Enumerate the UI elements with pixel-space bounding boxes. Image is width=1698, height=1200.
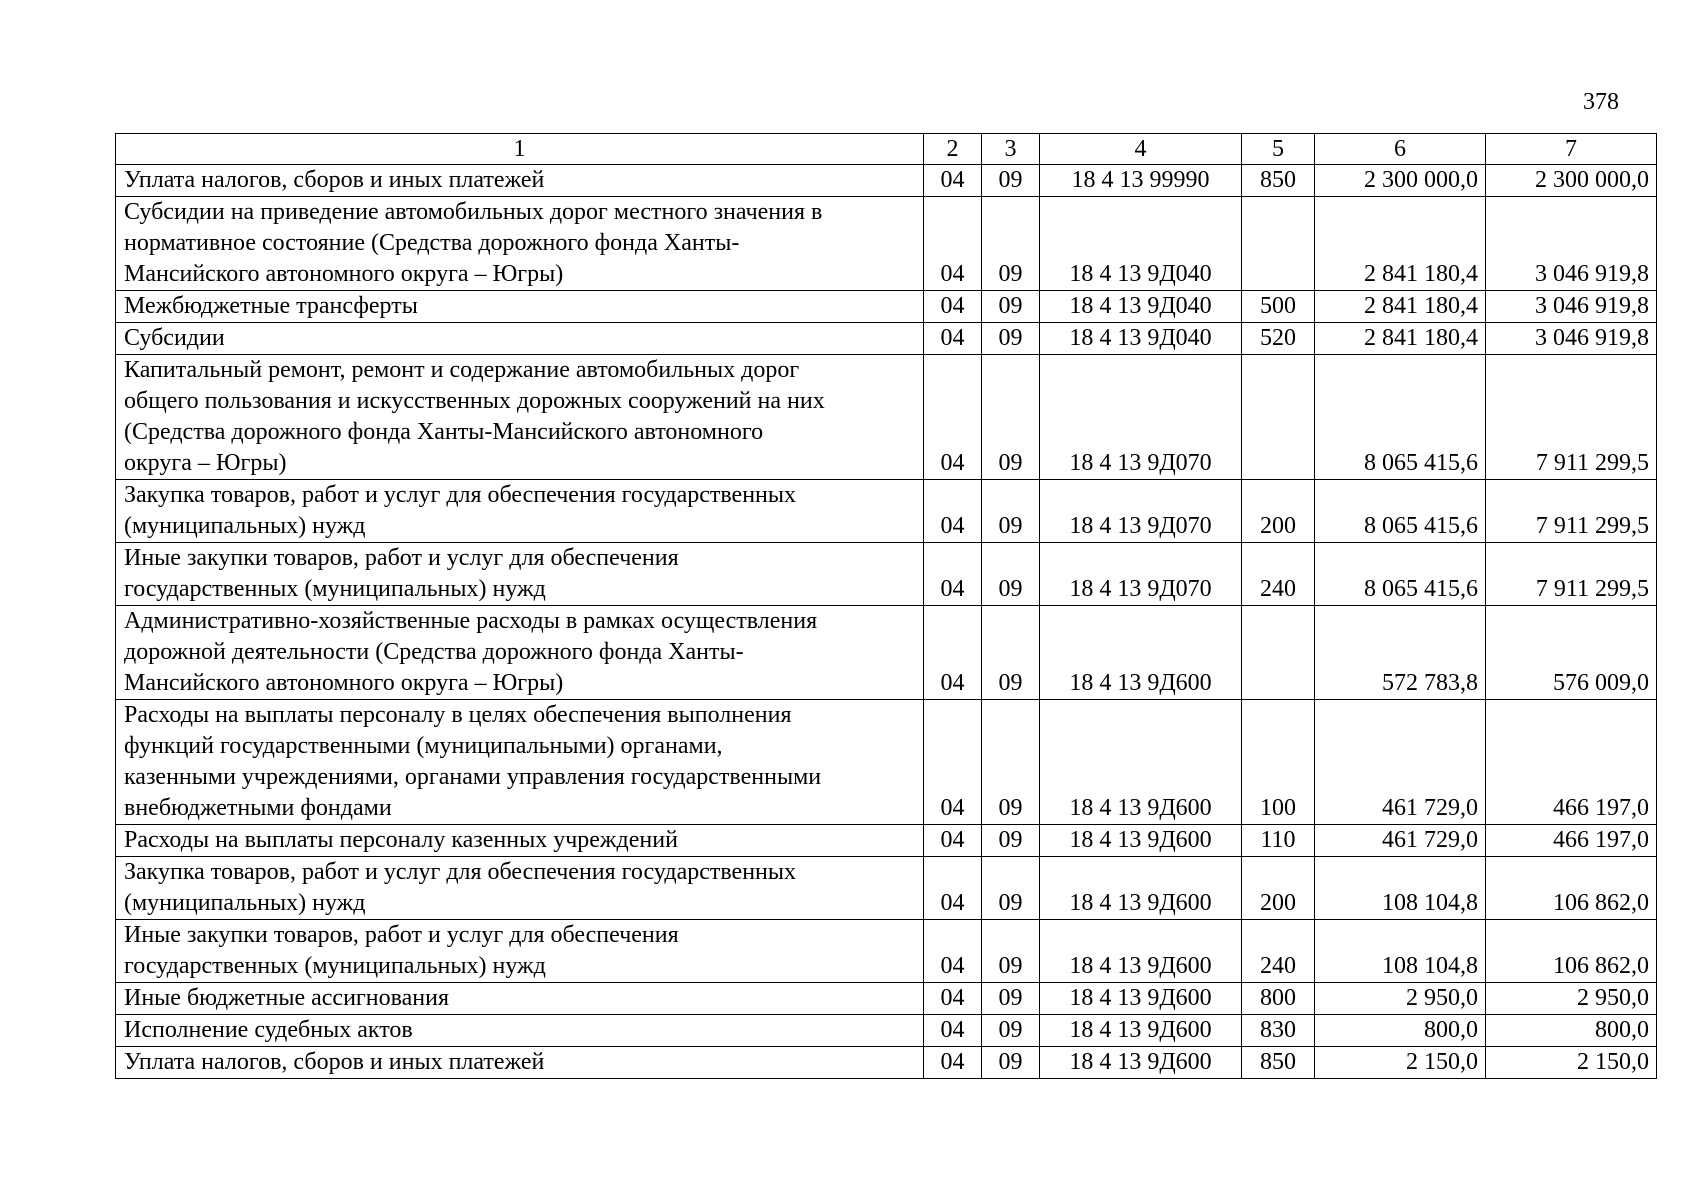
cell-section: 04: [924, 1015, 982, 1047]
cell-amount-year-1: 8 065 415,6: [1315, 355, 1486, 480]
cell-description: Капитальный ремонт, ремонт и содержание автомобильных дорог общего пользования и искусственных дорожных сооружений на них (Средства дорожного фонда Ханты-Мансийского автономного округа – Югры): [116, 355, 924, 480]
cell-section: 04: [924, 1047, 982, 1079]
cell-expense-type: 850: [1242, 165, 1315, 197]
cell-amount-year-1: 8 065 415,6: [1315, 543, 1486, 606]
table-row: [116, 857, 1657, 920]
table-row: [116, 355, 1657, 480]
cell-subsection: 09: [982, 1047, 1040, 1079]
cell-section: 04: [924, 606, 982, 700]
cell-description: Иные закупки товаров, работ и услуг для обеспечения государственных (муниципальных) нужд: [116, 543, 924, 606]
cell-subsection: 09: [982, 480, 1040, 543]
cell-subsection: 09: [982, 857, 1040, 920]
cell-amount-year-1: 2 841 180,4: [1315, 291, 1486, 323]
cell-target-article: 18 4 13 9Д070: [1040, 480, 1242, 543]
header-cell-6: 6: [1315, 134, 1486, 165]
cell-expense-type: 110: [1242, 825, 1315, 857]
table-row: [116, 825, 1657, 857]
cell-description: Субсидии: [116, 323, 924, 355]
header-cell-1: 1: [116, 134, 924, 165]
cell-subsection: 09: [982, 1015, 1040, 1047]
cell-amount-year-1: 8 065 415,6: [1315, 480, 1486, 543]
cell-subsection: 09: [982, 165, 1040, 197]
cell-section: 04: [924, 291, 982, 323]
table-header-row: [116, 134, 1657, 165]
table-row: [116, 480, 1657, 543]
cell-expense-type: 850: [1242, 1047, 1315, 1079]
cell-subsection: 09: [982, 825, 1040, 857]
cell-expense-type: 800: [1242, 983, 1315, 1015]
cell-amount-year-2: 2 950,0: [1486, 983, 1657, 1015]
table-row: [116, 1047, 1657, 1079]
cell-amount-year-2: 800,0: [1486, 1015, 1657, 1047]
cell-amount-year-1: 572 783,8: [1315, 606, 1486, 700]
cell-expense-type: 240: [1242, 920, 1315, 983]
cell-expense-type: [1242, 197, 1315, 291]
table-row: [116, 165, 1657, 197]
cell-subsection: 09: [982, 197, 1040, 291]
cell-expense-type: [1242, 606, 1315, 700]
table-row: [116, 700, 1657, 825]
cell-amount-year-2: 466 197,0: [1486, 700, 1657, 825]
cell-amount-year-2: 2 300 000,0: [1486, 165, 1657, 197]
cell-section: 04: [924, 983, 982, 1015]
cell-section: 04: [924, 355, 982, 480]
table-row: [116, 197, 1657, 291]
cell-target-article: 18 4 13 9Д600: [1040, 857, 1242, 920]
cell-amount-year-1: 108 104,8: [1315, 857, 1486, 920]
cell-description: Закупка товаров, работ и услуг для обеспечения государственных (муниципальных) нужд: [116, 480, 924, 543]
cell-expense-type: 500: [1242, 291, 1315, 323]
cell-target-article: 18 4 13 9Д040: [1040, 323, 1242, 355]
cell-description: Административно-хозяйственные расходы в рамках осуществления дорожной деятельности (Средства дорожного фонда Ханты- Мансийского автономного округа – Югры): [116, 606, 924, 700]
header-cell-7: 7: [1486, 134, 1657, 165]
cell-amount-year-2: 3 046 919,8: [1486, 323, 1657, 355]
cell-expense-type: 240: [1242, 543, 1315, 606]
cell-amount-year-1: 2 841 180,4: [1315, 197, 1486, 291]
cell-section: 04: [924, 857, 982, 920]
cell-subsection: 09: [982, 920, 1040, 983]
cell-amount-year-1: 800,0: [1315, 1015, 1486, 1047]
table-row: [116, 983, 1657, 1015]
cell-target-article: 18 4 13 9Д600: [1040, 920, 1242, 983]
cell-section: 04: [924, 165, 982, 197]
cell-amount-year-1: 2 150,0: [1315, 1047, 1486, 1079]
cell-target-article: 18 4 13 9Д040: [1040, 197, 1242, 291]
cell-section: 04: [924, 323, 982, 355]
cell-target-article: 18 4 13 9Д040: [1040, 291, 1242, 323]
cell-description: Расходы на выплаты персоналу в целях обеспечения выполнения функций государственными (муниципальными) органами, казенными учреждениями, органами управления государственными внебюджетными фондами: [116, 700, 924, 825]
page-number: 378: [1583, 89, 1619, 115]
header-cell-5: 5: [1242, 134, 1315, 165]
cell-subsection: 09: [982, 291, 1040, 323]
cell-expense-type: 100: [1242, 700, 1315, 825]
table-row: [116, 291, 1657, 323]
cell-subsection: 09: [982, 606, 1040, 700]
cell-section: 04: [924, 700, 982, 825]
cell-target-article: 18 4 13 9Д600: [1040, 1047, 1242, 1079]
header-cell-3: 3: [982, 134, 1040, 165]
cell-amount-year-2: 3 046 919,8: [1486, 197, 1657, 291]
table-row: [116, 920, 1657, 983]
cell-amount-year-2: 7 911 299,5: [1486, 355, 1657, 480]
cell-expense-type: 830: [1242, 1015, 1315, 1047]
table-row: [116, 543, 1657, 606]
cell-description: Межбюджетные трансферты: [116, 291, 924, 323]
cell-section: 04: [924, 920, 982, 983]
cell-description: Расходы на выплаты персоналу казенных учреждений: [116, 825, 924, 857]
header-cell-2: 2: [924, 134, 982, 165]
cell-amount-year-1: 2 950,0: [1315, 983, 1486, 1015]
cell-amount-year-2: 576 009,0: [1486, 606, 1657, 700]
cell-amount-year-2: 106 862,0: [1486, 920, 1657, 983]
cell-amount-year-2: 7 911 299,5: [1486, 543, 1657, 606]
cell-section: 04: [924, 197, 982, 291]
cell-subsection: 09: [982, 983, 1040, 1015]
cell-target-article: 18 4 13 9Д070: [1040, 543, 1242, 606]
cell-description: Закупка товаров, работ и услуг для обеспечения государственных (муниципальных) нужд: [116, 857, 924, 920]
cell-target-article: 18 4 13 9Д600: [1040, 1015, 1242, 1047]
cell-amount-year-1: 2 841 180,4: [1315, 323, 1486, 355]
table-row: [116, 323, 1657, 355]
cell-expense-type: [1242, 355, 1315, 480]
cell-section: 04: [924, 480, 982, 543]
cell-target-article: 18 4 13 99990: [1040, 165, 1242, 197]
cell-amount-year-1: 2 300 000,0: [1315, 165, 1486, 197]
cell-amount-year-1: 108 104,8: [1315, 920, 1486, 983]
cell-expense-type: 200: [1242, 480, 1315, 543]
cell-expense-type: 520: [1242, 323, 1315, 355]
cell-description: Субсидии на приведение автомобильных дорог местного значения в нормативное состояние (Средства дорожного фонда Ханты- Мансийского автономного округа – Югры): [116, 197, 924, 291]
cell-amount-year-2: 106 862,0: [1486, 857, 1657, 920]
cell-amount-year-1: 461 729,0: [1315, 700, 1486, 825]
cell-target-article: 18 4 13 9Д600: [1040, 825, 1242, 857]
cell-description: Иные закупки товаров, работ и услуг для обеспечения государственных (муниципальных) нужд: [116, 920, 924, 983]
cell-subsection: 09: [982, 323, 1040, 355]
budget-table: [115, 133, 1657, 1079]
cell-subsection: 09: [982, 355, 1040, 480]
cell-amount-year-2: 3 046 919,8: [1486, 291, 1657, 323]
cell-target-article: 18 4 13 9Д070: [1040, 355, 1242, 480]
cell-subsection: 09: [982, 700, 1040, 825]
table-row: [116, 1015, 1657, 1047]
table-row: [116, 606, 1657, 700]
cell-description: Иные бюджетные ассигнования: [116, 983, 924, 1015]
cell-subsection: 09: [982, 543, 1040, 606]
cell-description: Уплата налогов, сборов и иных платежей: [116, 165, 924, 197]
cell-description: Исполнение судебных актов: [116, 1015, 924, 1047]
cell-amount-year-2: 2 150,0: [1486, 1047, 1657, 1079]
cell-amount-year-1: 461 729,0: [1315, 825, 1486, 857]
cell-target-article: 18 4 13 9Д600: [1040, 983, 1242, 1015]
cell-target-article: 18 4 13 9Д600: [1040, 700, 1242, 825]
cell-amount-year-2: 7 911 299,5: [1486, 480, 1657, 543]
cell-target-article: 18 4 13 9Д600: [1040, 606, 1242, 700]
cell-expense-type: 200: [1242, 857, 1315, 920]
cell-description: Уплата налогов, сборов и иных платежей: [116, 1047, 924, 1079]
cell-amount-year-2: 466 197,0: [1486, 825, 1657, 857]
cell-section: 04: [924, 825, 982, 857]
header-cell-4: 4: [1040, 134, 1242, 165]
cell-section: 04: [924, 543, 982, 606]
